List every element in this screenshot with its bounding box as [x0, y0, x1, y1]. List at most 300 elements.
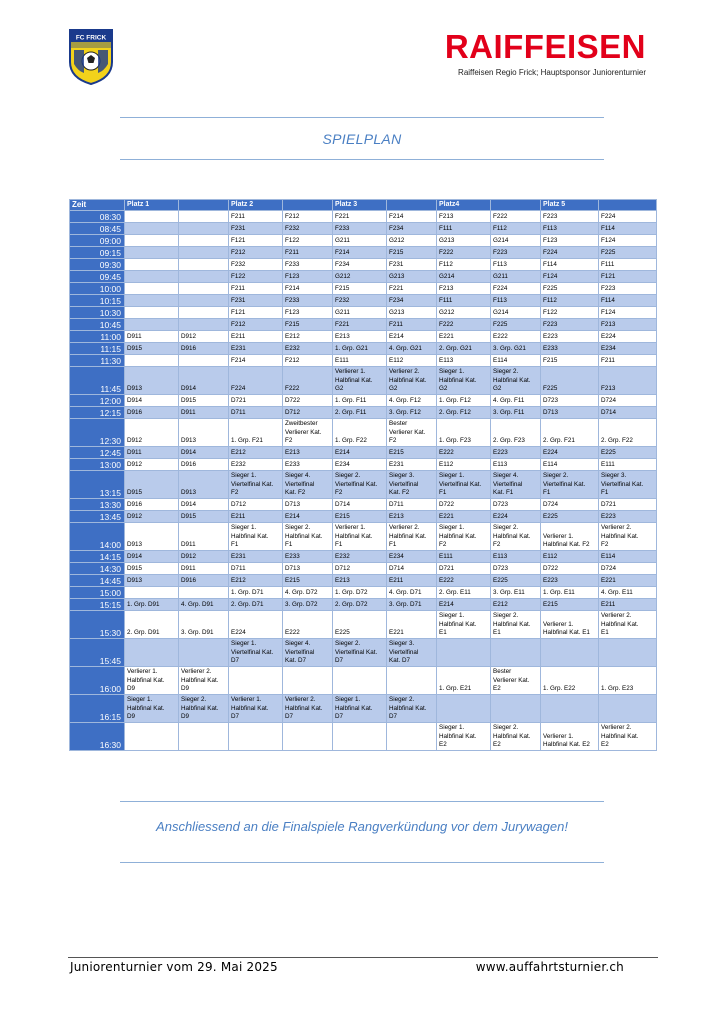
- match-cell: F214: [229, 355, 283, 367]
- match-cell: F225: [541, 367, 599, 395]
- match-cell: F234: [333, 259, 387, 271]
- match-cell: F225: [541, 283, 599, 295]
- match-cell: F211: [387, 319, 437, 331]
- match-cell: 2. Grp. E11: [437, 587, 491, 599]
- column-header-zeit: Zeit: [70, 200, 125, 211]
- match-cell: D723: [491, 563, 541, 575]
- match-cell: F211: [283, 247, 333, 259]
- match-cell: Sieger 2. Halbfinal Kat. F2: [491, 523, 541, 551]
- match-cell: D911: [179, 407, 229, 419]
- match-cell: F112: [541, 295, 599, 307]
- match-cell: D914: [179, 447, 229, 459]
- match-cell: E223: [541, 331, 599, 343]
- match-cell: [437, 695, 491, 723]
- table-row: [70, 511, 657, 523]
- match-cell: 3. Grp. G21: [491, 343, 541, 355]
- match-cell: F233: [283, 259, 333, 271]
- match-cell: D722: [283, 395, 333, 407]
- match-cell: E114: [491, 355, 541, 367]
- table-row: [70, 459, 657, 471]
- column-header: Platz4: [437, 200, 491, 211]
- match-cell: D721: [229, 395, 283, 407]
- match-cell: E214: [387, 331, 437, 343]
- match-cell: F215: [333, 283, 387, 295]
- match-cell: Sieger 1. Viertelfinal Kat. F1: [437, 471, 491, 499]
- time-cell: 15:15: [70, 599, 125, 611]
- match-cell: F124: [599, 235, 657, 247]
- table-row: [70, 223, 657, 235]
- match-cell: E221: [599, 575, 657, 587]
- match-cell: D911: [125, 447, 179, 459]
- match-cell: [387, 723, 437, 751]
- match-cell: Sieger 2. Halbfinal Kat. G2: [491, 367, 541, 395]
- match-cell: E114: [599, 551, 657, 563]
- match-cell: F223: [491, 247, 541, 259]
- match-cell: F111: [599, 259, 657, 271]
- table-header-row: [70, 200, 657, 211]
- match-cell: G212: [387, 235, 437, 247]
- match-cell: [125, 723, 179, 751]
- match-cell: Sieger 2. Halbfinal Kat. D7: [387, 695, 437, 723]
- match-cell: F222: [437, 319, 491, 331]
- table-row: [70, 639, 657, 667]
- match-cell: D723: [541, 395, 599, 407]
- match-cell: F121: [229, 235, 283, 247]
- match-cell: E211: [387, 575, 437, 587]
- table-row: [70, 667, 657, 695]
- match-cell: D913: [125, 523, 179, 551]
- match-cell: E215: [283, 575, 333, 587]
- match-cell: F225: [599, 247, 657, 259]
- table-row: [70, 599, 657, 611]
- match-cell: D912: [125, 419, 179, 447]
- match-cell: 1. Grp. D91: [125, 599, 179, 611]
- match-cell: D714: [333, 499, 387, 511]
- match-cell: F113: [491, 259, 541, 271]
- match-cell: 3. Grp. F12: [387, 407, 437, 419]
- match-cell: E221: [437, 331, 491, 343]
- time-cell: 13:30: [70, 499, 125, 511]
- match-cell: E231: [387, 459, 437, 471]
- time-cell: 14:15: [70, 551, 125, 563]
- match-cell: E215: [387, 447, 437, 459]
- match-cell: F223: [541, 211, 599, 223]
- match-cell: F213: [599, 367, 657, 395]
- match-cell: [491, 639, 541, 667]
- match-cell: [179, 259, 229, 271]
- match-cell: D722: [541, 563, 599, 575]
- match-cell: 2. Grp. F12: [437, 407, 491, 419]
- match-cell: Sieger 1. Viertelfinal Kat. D7: [229, 639, 283, 667]
- column-header: [283, 200, 333, 211]
- match-cell: Sieger 4. Viertelfinal Kat. F2: [283, 471, 333, 499]
- match-cell: [125, 587, 179, 599]
- match-cell: D722: [437, 499, 491, 511]
- match-cell: [125, 223, 179, 235]
- match-cell: Zweitbester Verlierer Kat. F2: [283, 419, 333, 447]
- match-cell: F225: [491, 319, 541, 331]
- match-cell: F121: [599, 271, 657, 283]
- match-cell: F221: [333, 319, 387, 331]
- match-cell: Verlierer 2. Halbfinal Kat. F2: [599, 523, 657, 551]
- table-row: [70, 523, 657, 551]
- match-cell: 1. Grp. D72: [333, 587, 387, 599]
- match-cell: F212: [283, 211, 333, 223]
- match-cell: E111: [333, 355, 387, 367]
- match-cell: 1. Grp. E23: [599, 667, 657, 695]
- match-cell: E112: [541, 551, 599, 563]
- match-cell: Sieger 2. Halbfinal Kat. E2: [491, 723, 541, 751]
- table-row: [70, 319, 657, 331]
- match-cell: 2. Grp. D91: [125, 611, 179, 639]
- match-cell: E223: [491, 447, 541, 459]
- match-cell: E113: [437, 355, 491, 367]
- match-cell: E212: [491, 599, 541, 611]
- match-cell: D724: [541, 499, 599, 511]
- match-cell: Sieger 1. Viertelfinal Kat. F2: [229, 471, 283, 499]
- match-cell: [333, 723, 387, 751]
- match-cell: D713: [541, 407, 599, 419]
- match-cell: F224: [599, 211, 657, 223]
- table-row: [70, 551, 657, 563]
- match-cell: E231: [229, 551, 283, 563]
- match-cell: E234: [387, 551, 437, 563]
- match-cell: [125, 639, 179, 667]
- match-cell: 1. Grp. F21: [229, 419, 283, 447]
- match-cell: D714: [599, 407, 657, 419]
- time-cell: 09:30: [70, 259, 125, 271]
- table-row: [70, 283, 657, 295]
- match-cell: E224: [229, 611, 283, 639]
- match-cell: E224: [491, 511, 541, 523]
- table-row: [70, 575, 657, 587]
- match-cell: Sieger 1. Halbfinal Kat. D7: [333, 695, 387, 723]
- table-row: [70, 271, 657, 283]
- match-cell: E233: [283, 459, 333, 471]
- match-cell: D911: [125, 331, 179, 343]
- match-cell: F211: [599, 355, 657, 367]
- match-cell: F214: [333, 247, 387, 259]
- time-cell: 08:30: [70, 211, 125, 223]
- match-cell: [125, 295, 179, 307]
- match-cell: F231: [229, 223, 283, 235]
- match-cell: F222: [437, 247, 491, 259]
- match-cell: Verlierer 2. Halbfinal Kat. E1: [599, 611, 657, 639]
- match-cell: D912: [179, 551, 229, 563]
- match-cell: Sieger 1. Halbfinal Kat. D9: [125, 695, 179, 723]
- match-cell: E225: [541, 511, 599, 523]
- match-cell: D915: [125, 343, 179, 355]
- time-cell: 13:00: [70, 459, 125, 471]
- match-cell: [179, 319, 229, 331]
- match-cell: F213: [599, 319, 657, 331]
- table-row: [70, 395, 657, 407]
- table-row: [70, 611, 657, 639]
- match-cell: [125, 271, 179, 283]
- match-cell: [179, 723, 229, 751]
- match-cell: D916: [179, 459, 229, 471]
- match-cell: Sieger 1. Halbfinal Kat. F1: [229, 523, 283, 551]
- match-cell: D712: [333, 563, 387, 575]
- match-cell: [179, 355, 229, 367]
- match-cell: F224: [229, 367, 283, 395]
- table-row: [70, 211, 657, 223]
- match-cell: F232: [283, 223, 333, 235]
- match-cell: F215: [387, 247, 437, 259]
- match-cell: F113: [541, 223, 599, 235]
- match-cell: E215: [541, 599, 599, 611]
- title-rule-bottom: [120, 159, 604, 160]
- match-cell: D915: [179, 395, 229, 407]
- table-row: [70, 471, 657, 499]
- match-cell: F234: [387, 223, 437, 235]
- match-cell: [179, 283, 229, 295]
- match-cell: E113: [491, 551, 541, 563]
- match-cell: D914: [179, 367, 229, 395]
- match-cell: F224: [491, 283, 541, 295]
- match-cell: G214: [437, 271, 491, 283]
- match-cell: D721: [437, 563, 491, 575]
- note-rule-bottom: [120, 862, 604, 863]
- closing-note: Anschliessend an die Finalspiele Rangverkündung vor dem Jurywagen!: [156, 819, 568, 834]
- match-cell: Sieger 2. Viertelfinal Kat. F2: [333, 471, 387, 499]
- match-cell: D913: [125, 367, 179, 395]
- time-cell: 12:00: [70, 395, 125, 407]
- match-cell: Verlierer 1. Halbfinal Kat. D9: [125, 667, 179, 695]
- match-cell: F222: [283, 367, 333, 395]
- match-cell: E213: [387, 511, 437, 523]
- match-cell: 2. Grp. F11: [333, 407, 387, 419]
- match-cell: Verlierer 1. Halbfinal Kat. F1: [333, 523, 387, 551]
- match-cell: [125, 355, 179, 367]
- match-cell: D916: [125, 499, 179, 511]
- match-cell: Sieger 1. Halbfinal Kat. E1: [437, 611, 491, 639]
- match-cell: E114: [541, 459, 599, 471]
- match-cell: F213: [437, 283, 491, 295]
- match-cell: E222: [437, 447, 491, 459]
- match-cell: F223: [599, 283, 657, 295]
- match-cell: F214: [283, 283, 333, 295]
- match-cell: 3. Grp. D91: [179, 611, 229, 639]
- match-cell: [179, 223, 229, 235]
- match-cell: D914: [125, 551, 179, 563]
- match-cell: E233: [541, 343, 599, 355]
- match-cell: F114: [599, 295, 657, 307]
- match-cell: E213: [283, 447, 333, 459]
- match-cell: [599, 695, 657, 723]
- match-cell: E233: [283, 551, 333, 563]
- match-cell: 2. Grp. G21: [437, 343, 491, 355]
- match-cell: F233: [283, 295, 333, 307]
- match-cell: F122: [541, 307, 599, 319]
- match-cell: Sieger 1. Halbfinal Kat. E2: [437, 723, 491, 751]
- match-cell: E222: [491, 331, 541, 343]
- match-cell: Verlierer 1. Halbfinal Kat. F2: [541, 523, 599, 551]
- match-cell: 1. Grp. G21: [333, 343, 387, 355]
- match-cell: F111: [437, 223, 491, 235]
- sponsor-text: Raiffeisen Regio Frick; Hauptsponsor Juniorenturnier: [458, 68, 646, 77]
- match-cell: 4. Grp. F11: [491, 395, 541, 407]
- match-cell: E212: [229, 447, 283, 459]
- match-cell: [125, 247, 179, 259]
- match-cell: D916: [179, 575, 229, 587]
- match-cell: 2. Grp. F22: [599, 419, 657, 447]
- match-cell: Verlierer 2. Halbfinal Kat. G2: [387, 367, 437, 395]
- match-cell: F114: [599, 223, 657, 235]
- match-cell: D714: [387, 563, 437, 575]
- match-cell: Sieger 2. Viertelfinal Kat. D7: [333, 639, 387, 667]
- footer-website: www.auffahrtsturnier.ch: [475, 960, 624, 974]
- match-cell: F113: [491, 295, 541, 307]
- match-cell: D713: [283, 499, 333, 511]
- match-cell: E211: [229, 331, 283, 343]
- match-cell: [437, 639, 491, 667]
- match-cell: D723: [491, 499, 541, 511]
- match-cell: [179, 295, 229, 307]
- match-cell: Verlierer 1. Halbfinal Kat. G2: [333, 367, 387, 395]
- column-header: [179, 200, 229, 211]
- time-cell: 16:30: [70, 723, 125, 751]
- match-cell: 1. Grp. D71: [229, 587, 283, 599]
- match-cell: 1. Grp. F12: [437, 395, 491, 407]
- match-cell: F122: [283, 235, 333, 247]
- match-cell: F223: [541, 319, 599, 331]
- match-cell: E234: [599, 343, 657, 355]
- time-cell: 16:15: [70, 695, 125, 723]
- match-cell: Bester Verlierer Kat. E2: [491, 667, 541, 695]
- match-cell: F124: [599, 307, 657, 319]
- match-cell: [125, 283, 179, 295]
- column-header: [599, 200, 657, 211]
- match-cell: F212: [229, 319, 283, 331]
- time-cell: 15:45: [70, 639, 125, 667]
- match-cell: E222: [437, 575, 491, 587]
- column-header: Platz 1: [125, 200, 179, 211]
- time-cell: 11:15: [70, 343, 125, 355]
- match-cell: [541, 639, 599, 667]
- match-cell: G211: [333, 235, 387, 247]
- table-row: [70, 723, 657, 751]
- match-cell: E221: [387, 611, 437, 639]
- time-cell: 10:15: [70, 295, 125, 307]
- table-row: [70, 419, 657, 447]
- match-cell: E113: [491, 459, 541, 471]
- note-rule-top: [120, 801, 604, 802]
- match-cell: D911: [179, 563, 229, 575]
- match-cell: E221: [437, 511, 491, 523]
- match-cell: E231: [229, 343, 283, 355]
- match-cell: D724: [599, 395, 657, 407]
- match-cell: E215: [333, 511, 387, 523]
- time-cell: 11:30: [70, 355, 125, 367]
- match-cell: G214: [491, 307, 541, 319]
- match-cell: G211: [491, 271, 541, 283]
- match-cell: F112: [437, 259, 491, 271]
- match-cell: Sieger 2. Halbfinal Kat. F1: [283, 523, 333, 551]
- match-cell: 1. Grp. E21: [437, 667, 491, 695]
- time-cell: 14:00: [70, 523, 125, 551]
- match-cell: [283, 667, 333, 695]
- match-cell: E224: [599, 331, 657, 343]
- match-cell: Sieger 2. Halbfinal Kat. E1: [491, 611, 541, 639]
- time-cell: 09:15: [70, 247, 125, 259]
- match-cell: Verlierer 2. Halbfinal Kat. E2: [599, 723, 657, 751]
- match-cell: E213: [333, 575, 387, 587]
- table-row: [70, 331, 657, 343]
- match-cell: D712: [283, 407, 333, 419]
- table-row: [70, 343, 657, 355]
- match-cell: 2. Grp. F21: [541, 419, 599, 447]
- match-cell: G213: [387, 271, 437, 283]
- match-cell: F123: [541, 235, 599, 247]
- sponsor-block: [445, 30, 646, 77]
- match-cell: [125, 235, 179, 247]
- match-cell: E214: [437, 599, 491, 611]
- time-cell: 16:00: [70, 667, 125, 695]
- time-cell: 14:45: [70, 575, 125, 587]
- match-cell: D912: [125, 511, 179, 523]
- match-cell: E214: [333, 447, 387, 459]
- table-row: [70, 563, 657, 575]
- match-cell: [125, 259, 179, 271]
- time-cell: 15:00: [70, 587, 125, 599]
- match-cell: Verlierer 1. Halbfinal Kat. E2: [541, 723, 599, 751]
- table-row: [70, 259, 657, 271]
- match-cell: E225: [491, 575, 541, 587]
- match-cell: E213: [333, 331, 387, 343]
- match-cell: F124: [541, 271, 599, 283]
- match-cell: 4. Grp. D72: [283, 587, 333, 599]
- match-cell: Bester Verlierer Kat. F2: [387, 419, 437, 447]
- match-cell: F211: [229, 211, 283, 223]
- match-cell: [491, 695, 541, 723]
- match-cell: 1. Grp. F23: [437, 419, 491, 447]
- match-cell: F233: [333, 223, 387, 235]
- match-cell: D915: [125, 563, 179, 575]
- match-cell: E232: [283, 343, 333, 355]
- match-cell: Verlierer 2. Halbfinal Kat. D9: [179, 667, 229, 695]
- match-cell: Sieger 4. Viertelfinal Kat. D7: [283, 639, 333, 667]
- match-cell: 2. Grp. D72: [333, 599, 387, 611]
- time-cell: 10:00: [70, 283, 125, 295]
- footer-event-date: Juniorenturnier vom 29. Mai 2025: [70, 960, 278, 974]
- match-cell: E224: [541, 447, 599, 459]
- match-cell: F111: [437, 295, 491, 307]
- time-cell: 11:00: [70, 331, 125, 343]
- match-cell: D913: [125, 575, 179, 587]
- match-cell: F212: [283, 355, 333, 367]
- match-cell: F122: [229, 271, 283, 283]
- raiffeisen-logo: RAIFFEISEN: [444, 28, 646, 65]
- match-cell: [179, 247, 229, 259]
- match-cell: 2. Grp. F23: [491, 419, 541, 447]
- match-cell: Sieger 2. Viertelfinal Kat. F1: [541, 471, 599, 499]
- match-cell: F222: [491, 211, 541, 223]
- footer-rule: [68, 957, 658, 958]
- match-cell: E211: [599, 599, 657, 611]
- match-cell: E212: [283, 331, 333, 343]
- match-cell: G213: [437, 235, 491, 247]
- match-cell: Sieger 3. Viertelfinal Kat. F1: [599, 471, 657, 499]
- match-cell: 4. Grp. D91: [179, 599, 229, 611]
- time-cell: 10:30: [70, 307, 125, 319]
- match-cell: 3. Grp. D71: [387, 599, 437, 611]
- match-cell: F215: [541, 355, 599, 367]
- match-cell: F221: [333, 211, 387, 223]
- match-cell: F214: [387, 211, 437, 223]
- match-cell: 1. Grp. F22: [333, 419, 387, 447]
- match-cell: F234: [387, 295, 437, 307]
